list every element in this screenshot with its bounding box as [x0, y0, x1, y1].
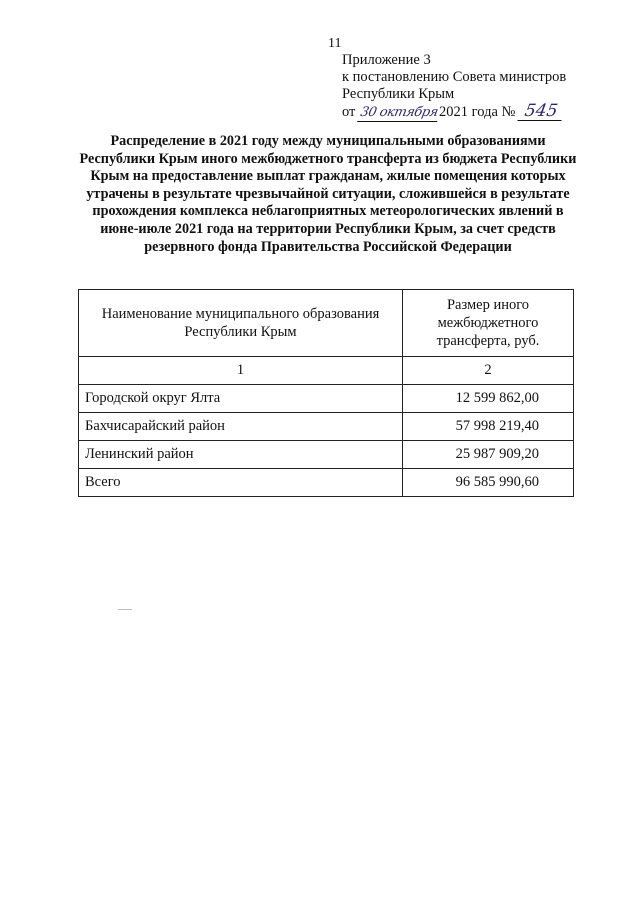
handwritten-decree-number: 545 — [517, 103, 564, 121]
appendix-title: Приложение 3 — [342, 52, 431, 68]
scan-artifact — [118, 609, 132, 610]
table-total-row — [79, 469, 574, 497]
document-title: Распределение в 2021 году между муниципальными образованиями Республики Крым иного межбюджетного трансферта из бюджета Республики Крым на предоставление выплат гражданам, жилые помещения которых утрачены в результате чрезвычайной ситуации, сложившейся в результате прохождения комплекса неблагоприятных метеорологических явлений в июне-июле 2021 года на территории Республики Крым, за счет средств резервного фонда Правительства Российской Федерации — [79, 133, 577, 255]
column-number-1: 1 — [79, 357, 403, 385]
table-row — [79, 413, 574, 441]
decree-prefix: от — [342, 104, 356, 120]
transfer-amount: 12 599 862,00 — [403, 385, 574, 413]
column-number-2: 2 — [403, 357, 574, 385]
appendix-republic: Республики Крым — [342, 86, 455, 102]
column-number-row — [79, 357, 574, 385]
header-transfer-amount: Размер иного межбюджетного трансферта, руб. — [403, 290, 574, 357]
total-amount: 96 585 990,60 — [403, 469, 574, 497]
appendix-decree-reference: к постановлению Совета министров — [342, 69, 567, 85]
appendix-header — [342, 52, 566, 122]
header-municipality: Наименование муниципального образования Республики Крым — [79, 290, 403, 357]
total-label: Всего — [79, 469, 403, 497]
municipality-name: Бахчисарайский район — [79, 413, 403, 441]
page-number: 11 — [328, 36, 342, 51]
municipality-name: Городской округ Ялта — [79, 385, 403, 413]
transfer-amount: 25 987 909,20 — [403, 441, 574, 469]
decree-date-line — [342, 103, 566, 122]
handwritten-decree-date: 30 октября — [359, 105, 440, 120]
table-header-row — [79, 290, 574, 357]
table-row — [79, 441, 574, 469]
decree-year-text: 2021 года № — [439, 104, 516, 120]
table-row — [79, 385, 574, 413]
transfer-distribution-table — [78, 289, 574, 497]
municipality-name: Ленинский район — [79, 441, 403, 469]
transfer-amount: 57 998 219,40 — [403, 413, 574, 441]
